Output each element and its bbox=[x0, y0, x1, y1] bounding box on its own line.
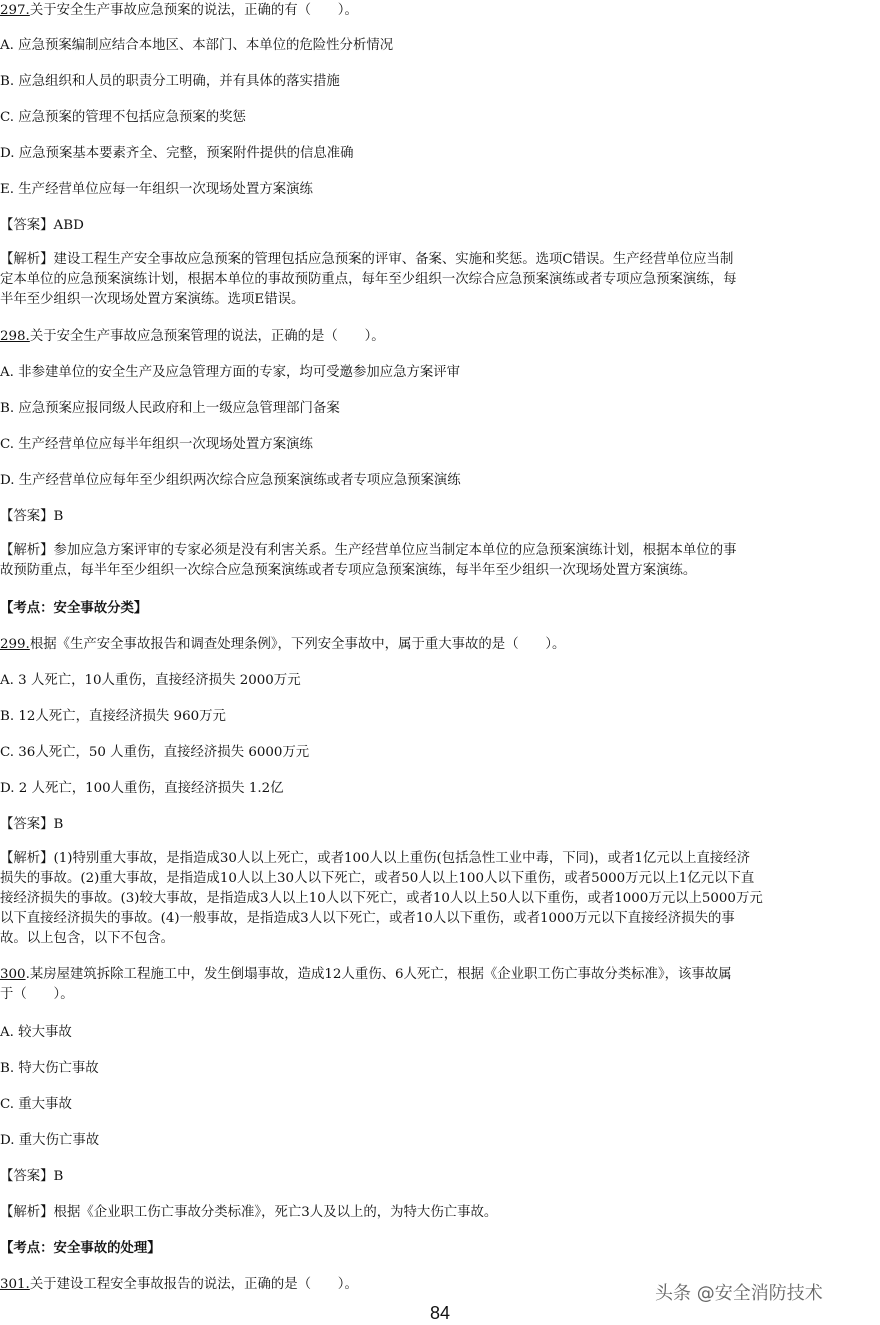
analysis-paragraph bbox=[0, 541, 880, 581]
question-text: 关于建设工程安全事故报告的说法，正确的是（ ）。 bbox=[29, 1277, 358, 1292]
analysis-line: 定本单位的应急预案演练计划，根据本单位的事故预防重点，每年至少组织一次综合应急预案演练或者专项应急预案演练，每 bbox=[0, 272, 737, 287]
analysis-line: 【解析】建设工程生产安全事故应急预案的管理包括应急预案的评审、备案、实施和奖惩。选项C错误。生产经营单位应当制 bbox=[0, 252, 734, 267]
analysis-line: 以下直接经济损失的事故。(4)一般事故，是指造成3人以下死亡，或者10人以下重伤，或者1000万元以下直接经济损失的事 bbox=[0, 911, 735, 926]
question-number: 299. bbox=[0, 637, 30, 652]
option-d: D. 应急预案基本要素齐全、完整，预案附件提供的信息准确 bbox=[0, 146, 354, 161]
analysis-line: 故。以上包含，以下不包含。 bbox=[0, 931, 175, 946]
option-d: D. 重大伤亡事故 bbox=[0, 1133, 100, 1148]
option-b: B. 应急预案应报同级人民政府和上一级应急管理部门备案 bbox=[0, 401, 340, 416]
question-text: .某房屋建筑拆除工程施工中，发生倒塌事故，造成12人重伤、6人死亡，根据《企业职工伤亡事故分类标准》，该事故属 bbox=[25, 967, 732, 982]
answer-line: 【答案】B bbox=[0, 509, 64, 524]
question-number: 300 bbox=[0, 967, 26, 982]
option-a: A. 较大事故 bbox=[0, 1025, 72, 1040]
page-number: 84 bbox=[429, 1303, 451, 1323]
answer-line: 【答案】B bbox=[0, 1169, 64, 1184]
option-c: C. 应急预案的管理不包括应急预案的奖惩 bbox=[0, 110, 246, 125]
question-299-stem bbox=[0, 636, 880, 653]
analysis-line: 半年至少组织一次现场处置方案演练。选项E错误。 bbox=[0, 292, 305, 307]
question-number: 297. bbox=[0, 3, 30, 18]
option-d: D. 生产经营单位应每年至少组织两次综合应急预案演练或者专项应急预案演练 bbox=[0, 473, 461, 488]
analysis-line: 故预防重点，每半年至少组织一次综合应急预案演练或者专项应急预案演练，每半年至少组织一次现场处置方案演练。 bbox=[0, 563, 697, 578]
option-c: C. 生产经营单位应每半年组织一次现场处置方案演练 bbox=[0, 437, 313, 452]
watermark-text: 头条 @安全消防技术 bbox=[655, 1283, 823, 1304]
option-b: B. 12人死亡，直接经济损失 960万元 bbox=[0, 709, 226, 724]
section-heading: 【考点：安全事故分类】 bbox=[0, 600, 148, 616]
analysis-line: 【解析】根据《企业职工伤亡事故分类标准》，死亡3人及以上的，为特大伤亡事故。 bbox=[0, 1205, 498, 1220]
question-number: 301. bbox=[0, 1277, 30, 1292]
question-300-stem bbox=[0, 965, 880, 1005]
option-a: A. 非参建单位的安全生产及应急管理方面的专家，均可受邀参加应急方案评审 bbox=[0, 365, 461, 380]
option-d: D. 2 人死亡，100人重伤，直接经济损失 1.2亿 bbox=[0, 781, 284, 796]
option-b: B. 特大伤亡事故 bbox=[0, 1061, 99, 1076]
question-text: 根据《生产安全事故报告和调查处理条例》，下列安全事故中，属于重大事故的是（ ）。 bbox=[29, 637, 566, 652]
analysis-paragraph bbox=[0, 250, 880, 310]
option-e: E. 生产经营单位应每一年组织一次现场处置方案演练 bbox=[0, 182, 313, 197]
question-297-stem bbox=[0, 2, 880, 19]
section-heading: 【考点：安全事故的处理】 bbox=[0, 1240, 161, 1256]
analysis-line: 接经济损失的事故。(3)较大事故，是指造成3人以上10人以下死亡，或者10人以上50人以下重伤，或者1000万元以上5000万元 bbox=[0, 891, 763, 906]
analysis-paragraph bbox=[0, 849, 880, 949]
option-b: B. 应急组织和人员的职责分工明确，并有具体的落实措施 bbox=[0, 74, 340, 89]
option-a: A. 3 人死亡，10人重伤，直接经济损失 2000万元 bbox=[0, 673, 301, 688]
question-stem-line bbox=[0, 965, 880, 985]
answer-line: 【答案】B bbox=[0, 817, 64, 832]
question-text: 关于安全生产事故应急预案管理的说法，正确的是（ ）。 bbox=[29, 329, 385, 344]
question-stem-line: 于（ ）。 bbox=[0, 987, 74, 1002]
option-c: C. 36人死亡，50 人重伤，直接经济损失 6000万元 bbox=[0, 745, 310, 760]
option-c: C. 重大事故 bbox=[0, 1097, 72, 1112]
question-298-stem bbox=[0, 328, 880, 345]
question-text: 关于安全生产事故应急预案的说法，正确的有（ ）。 bbox=[29, 3, 358, 18]
answer-line: 【答案】ABD bbox=[0, 218, 84, 233]
analysis-line: 损失的事故。(2)重大事故，是指造成10人以上30人以下死亡，或者50人以上100人以下重伤，或者5000万元以上1亿元以下直 bbox=[0, 871, 755, 886]
analysis-line: 【解析】(1)特别重大事故，是指造成30人以上死亡，或者100人以上重伤(包括急性工业中毒，下同)，或者1亿元以上直接经济 bbox=[0, 851, 751, 866]
option-a: A. 应急预案编制应结合本地区、本部门、本单位的危险性分析情况 bbox=[0, 38, 394, 53]
analysis-line: 【解析】参加应急方案评审的专家必须是没有利害关系。生产经营单位应当制定本单位的应急预案演练计划，根据本单位的事 bbox=[0, 543, 737, 558]
question-number: 298. bbox=[0, 329, 30, 344]
